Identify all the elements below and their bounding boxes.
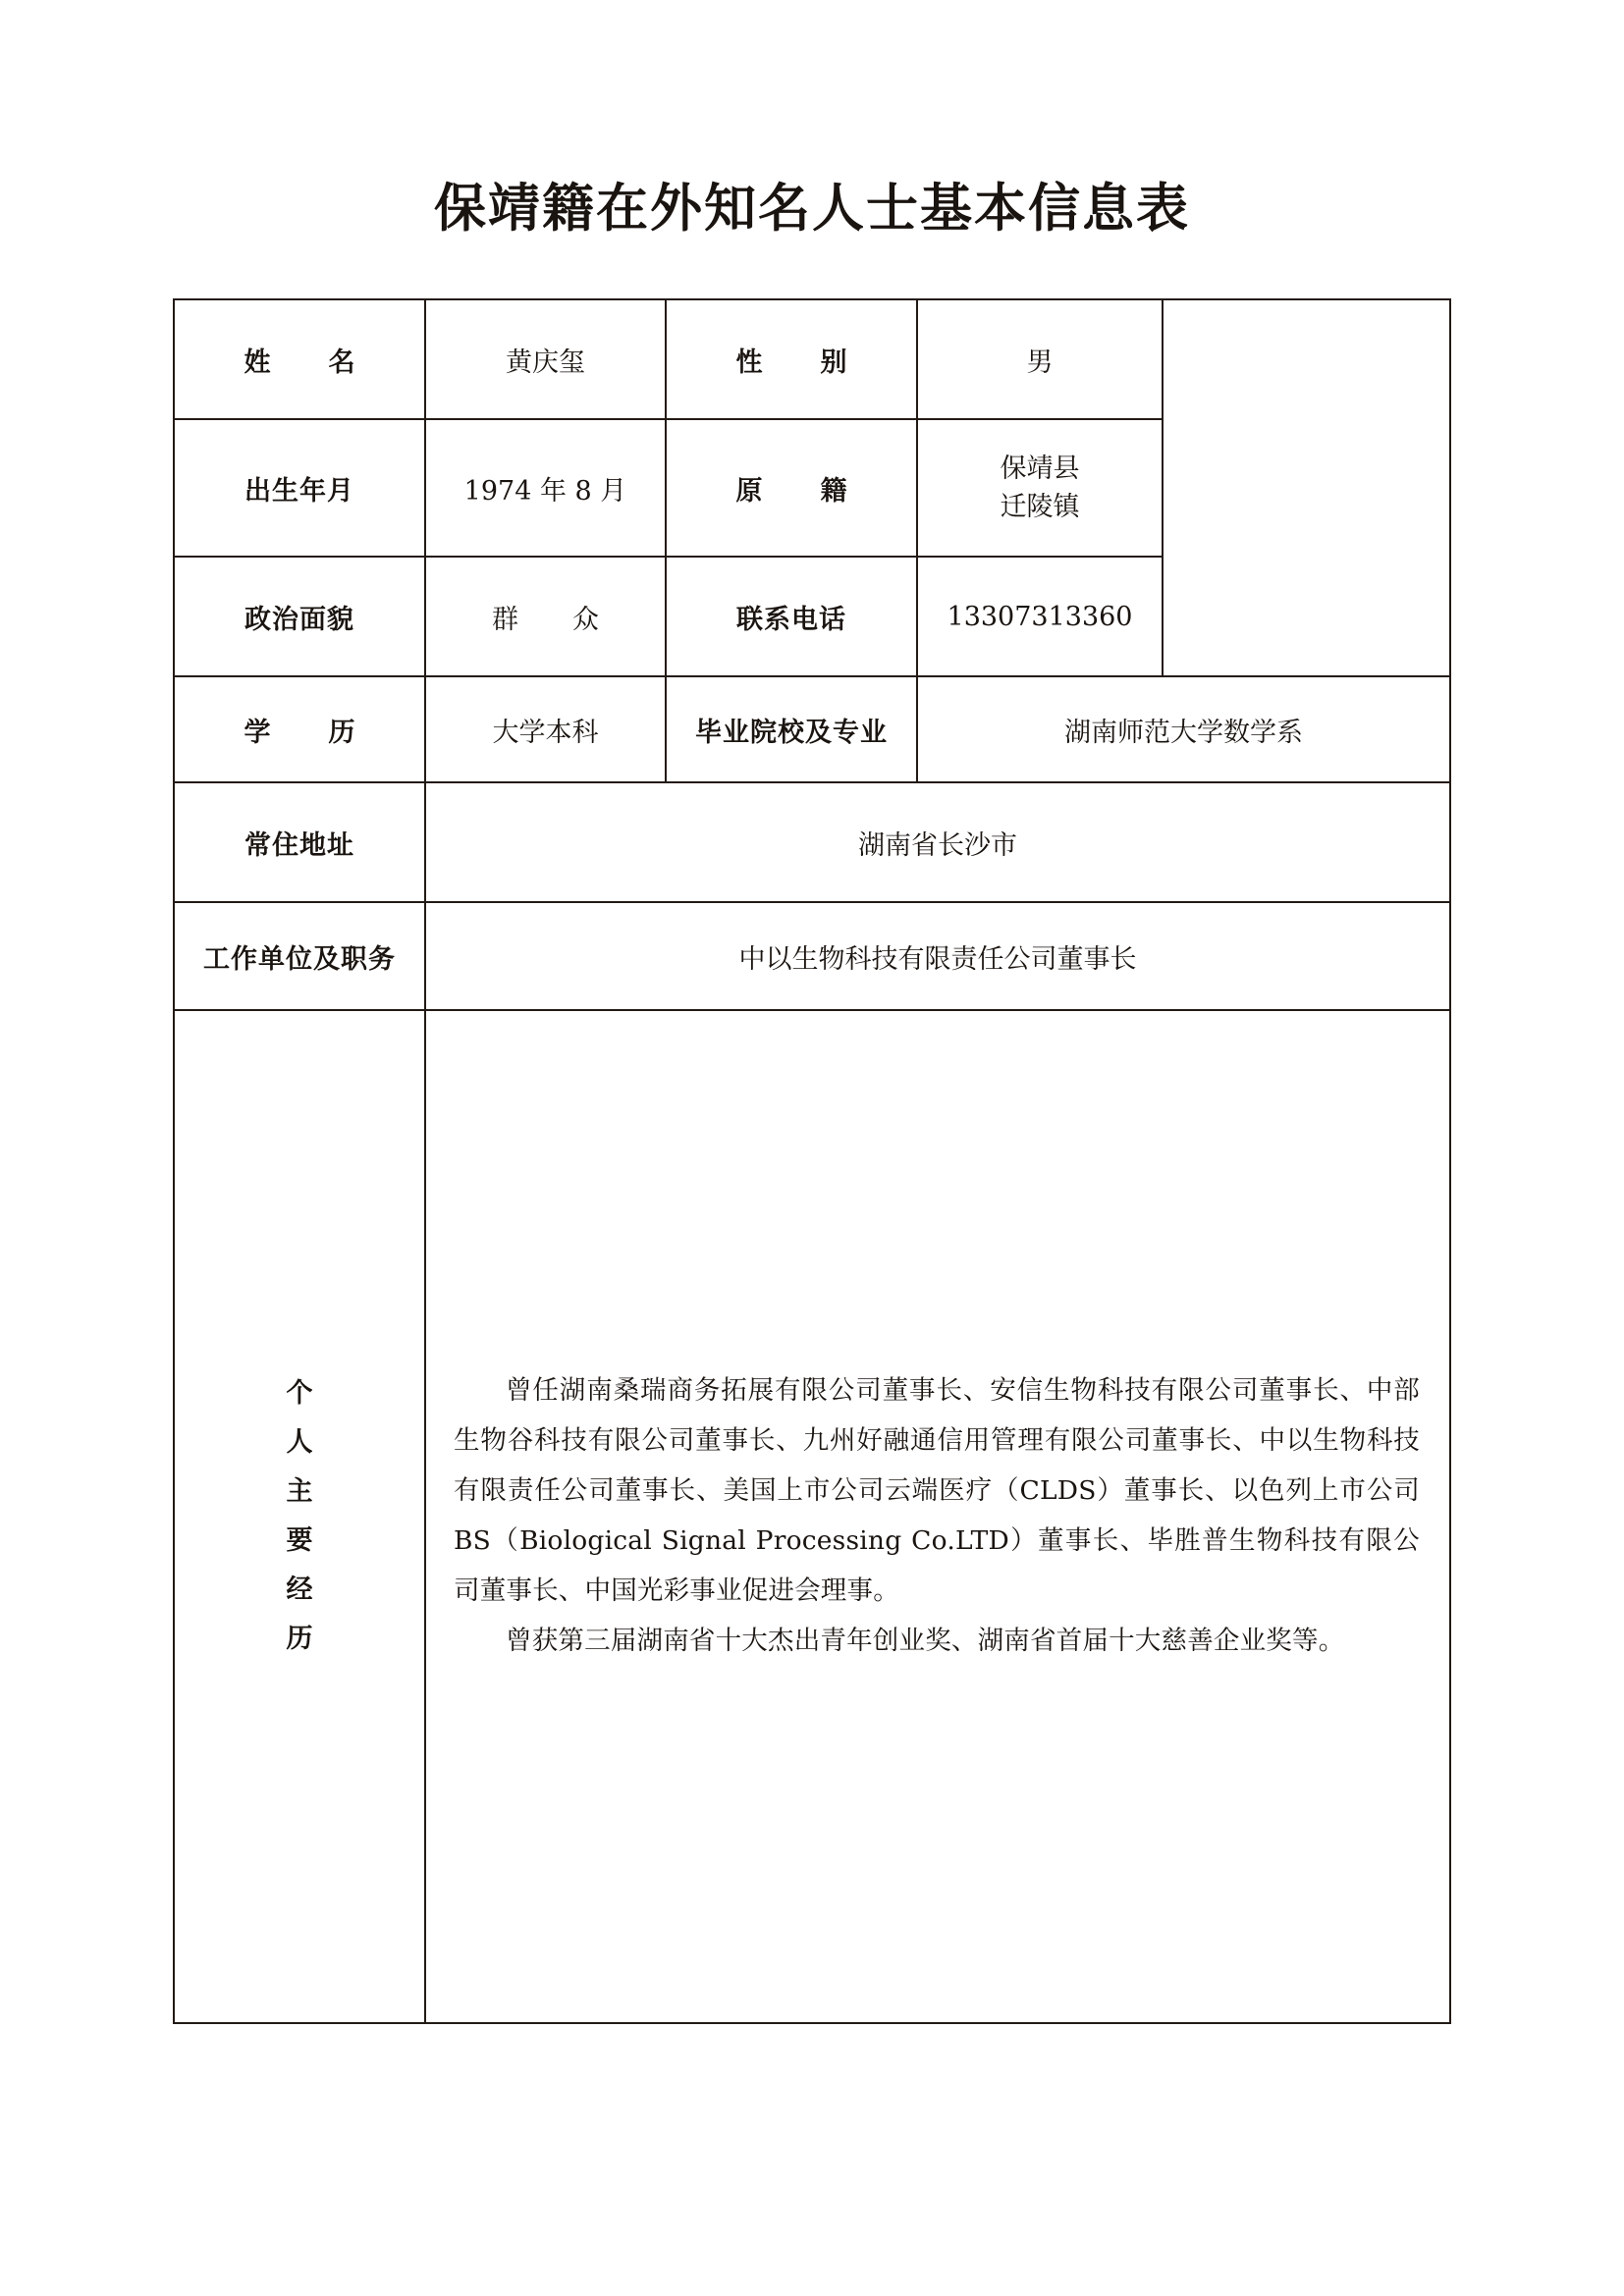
- table-row-address: [174, 782, 1450, 902]
- personal-info-table: [173, 298, 1451, 2024]
- experience-content: [426, 1011, 1449, 2022]
- value-political-status: 群 众: [425, 557, 666, 676]
- label-experience-char-4: 经: [286, 1574, 313, 1605]
- value-education: 大学本科: [425, 676, 666, 782]
- table-row-work: [174, 902, 1450, 1010]
- portrait-photo-cell: [1163, 299, 1450, 676]
- table-row-name: [174, 299, 1450, 419]
- experience-paragraph-1: 曾任湖南桑瑞商务拓展有限公司董事长、安信生物科技有限公司董事长、中部生物谷科技有限公司董事长、九州好融通信用管理有限公司董事长、中以生物科技有限责任公司董事长、美国上市公司云端医疗（CLDS）董事长、以色列上市公司BS（Biological Signal Processing Co.LTD）董事长、毕胜普生物科技有限公司董事长、中国光彩事业促进会理事。: [454, 1375, 1420, 1606]
- label-experience-char-2: 主: [286, 1476, 313, 1508]
- label-experience-cell: [174, 1010, 425, 2023]
- value-origin: [917, 419, 1163, 557]
- page-title: 保靖籍在外知名人士基本信息表: [434, 178, 1190, 239]
- table-row-experience: [174, 1010, 1450, 2023]
- table-row-education: [174, 676, 1450, 782]
- label-experience-char-1: 人: [286, 1427, 313, 1459]
- value-address: 湖南省长沙市: [425, 782, 1450, 902]
- label-experience-char-5: 历: [286, 1623, 313, 1654]
- value-gender: 男: [917, 299, 1163, 419]
- value-experience-cell: [425, 1010, 1450, 2023]
- label-address: 常住地址: [174, 782, 425, 902]
- experience-paragraph-2: 曾获第三届湖南省十大杰出青年创业奖、湖南省首届十大慈善企业奖等。: [506, 1625, 1345, 1656]
- value-work-unit: 中以生物科技有限责任公司董事长: [425, 902, 1450, 1010]
- label-origin: 原 籍: [666, 419, 917, 557]
- label-name: 姓 名: [174, 299, 425, 419]
- value-school: 湖南师范大学数学系: [917, 676, 1450, 782]
- label-birth-date: 出生年月: [174, 419, 425, 557]
- label-experience-char-0: 个: [286, 1378, 313, 1410]
- label-experience: [175, 1369, 424, 1664]
- label-experience-char-3: 要: [286, 1525, 313, 1556]
- label-phone: 联系电话: [666, 557, 917, 676]
- value-phone: 13307313360: [917, 557, 1163, 676]
- value-origin-line1: 保靖县: [1000, 453, 1080, 484]
- label-school: 毕业院校及专业: [666, 676, 917, 782]
- value-origin-line2: 迁陵镇: [1000, 492, 1080, 522]
- value-name: 黄庆玺: [425, 299, 666, 419]
- value-birth-date: 1974 年 8 月: [425, 419, 666, 557]
- label-gender: 性 别: [666, 299, 917, 419]
- experience-text: [426, 1366, 1449, 1666]
- label-political-status: 政治面貌: [174, 557, 425, 676]
- label-education: 学 历: [174, 676, 425, 782]
- label-work-unit: 工作单位及职务: [174, 902, 425, 1010]
